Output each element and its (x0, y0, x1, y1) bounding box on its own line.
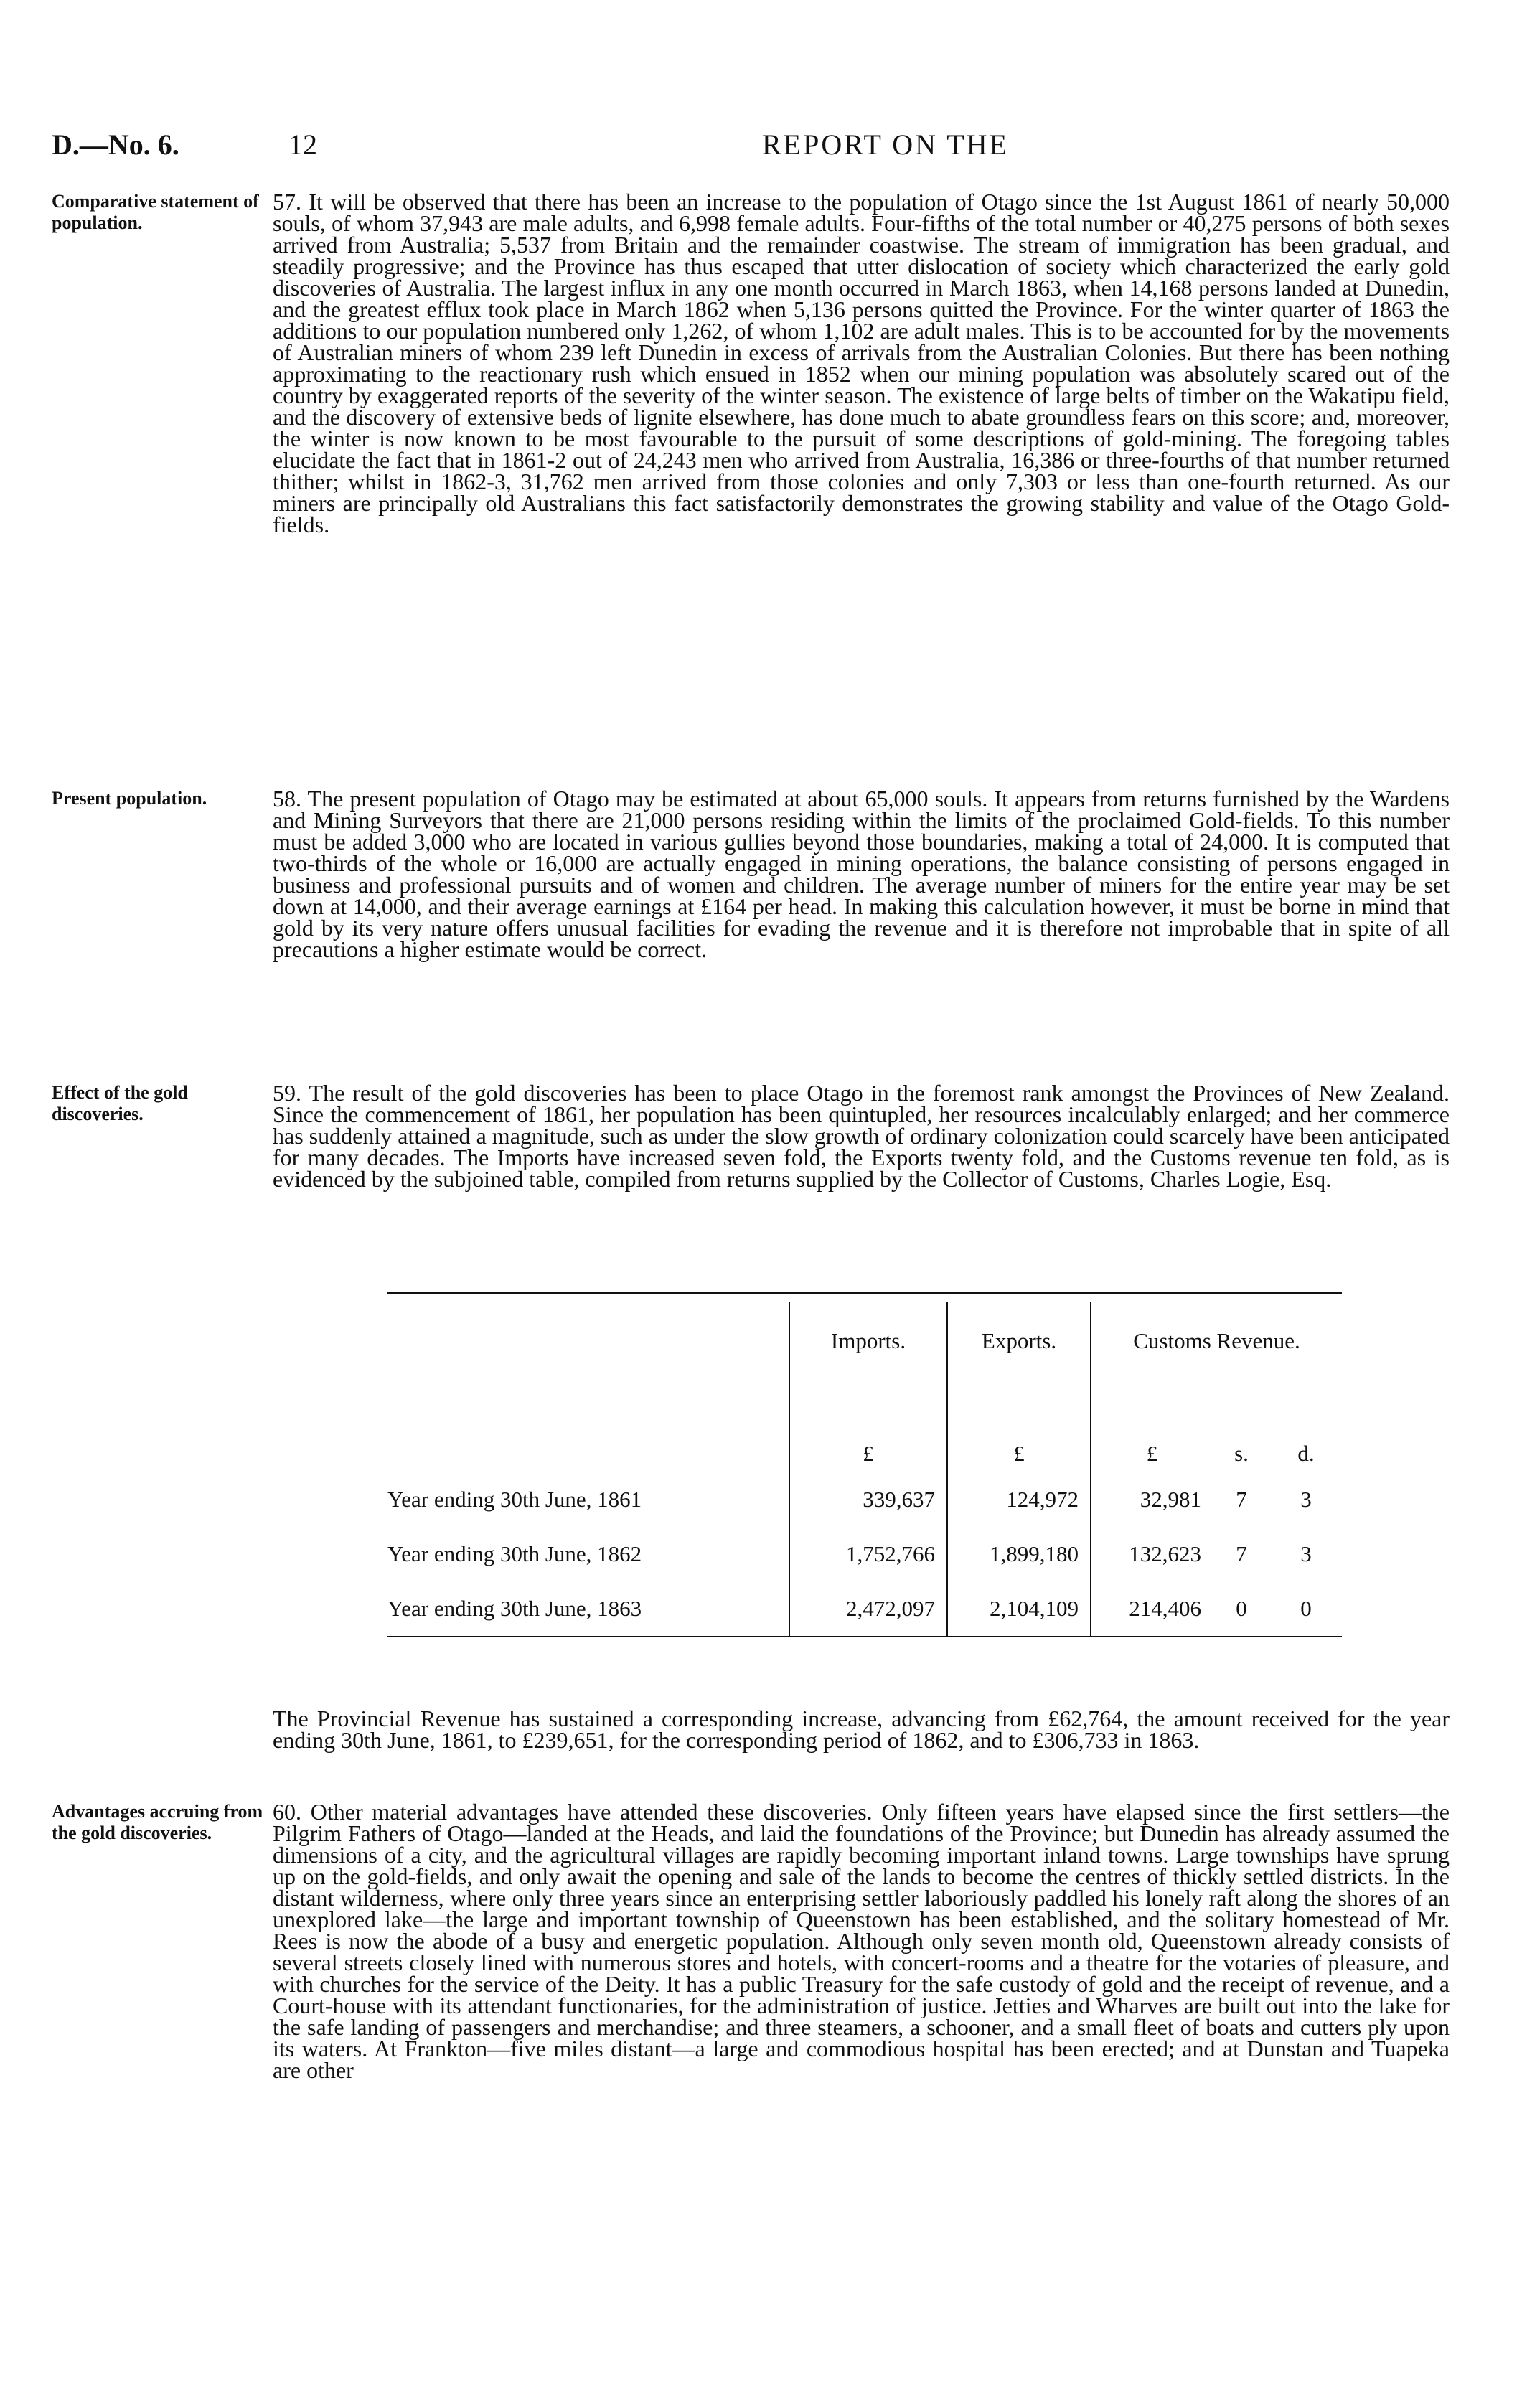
unit-customs-pence: d. (1297, 1441, 1315, 1466)
cell-imports: 339,637 (789, 1472, 947, 1527)
trade-revenue-table (387, 1292, 1342, 1640)
cell-customs-pence: 3 (1300, 1541, 1312, 1566)
page-number: 12 (288, 128, 317, 161)
paragraph-provincial-revenue: The Provincial Revenue has sustained a corresponding increase, advancing from £62,764, the amount received for the year ending 30th June, 1861, to £239,651, for the corresponding period of 1862, and to £306,733 in 1863. (273, 1706, 1450, 1753)
sidenote-comparative-population: Comparative statement of population. (52, 191, 259, 233)
row-label: Year ending 30th June, 1862 (387, 1541, 642, 1566)
unit-imports: £ (789, 1381, 947, 1472)
cell-exports: 2,104,109 (947, 1581, 1091, 1637)
sidenote-advantages-gold-discoveries: Advantages accruing from the gold discoveries. (52, 1801, 263, 1843)
running-title: REPORT ON THE (762, 128, 1010, 161)
header-exports: Exports. (947, 1302, 1091, 1381)
unit-exports: £ (947, 1381, 1091, 1472)
cell-imports: 2,472,097 (789, 1581, 947, 1637)
cell-exports: 1,899,180 (947, 1527, 1091, 1581)
cell-imports: 1,752,766 (789, 1527, 947, 1581)
cell-customs-pence: 3 (1300, 1487, 1312, 1512)
cell-customs-pence: 0 (1300, 1596, 1312, 1621)
cell-customs-pounds: 214,406 (1091, 1581, 1213, 1637)
table-row (387, 1527, 1342, 1581)
paragraph-59: 59. The result of the gold discoveries has been to place Otago in the foremost rank amongst the Provinces of New Zealand. Since the commencement of 1861, her population has been quintupled, her resources incalculably enlarged; and her commerce has suddenly attained a magnitude, such as under the slow growth of ordinary colonization could scarcely have been anticipated for many decades. The Imports have increased seven fold, the Exports twenty fold, and the Customs revenue ten fold, as is evidenced by the subjoined table, compiled from returns supplied by the Collector of Customs, Charles Logie, Esq. (273, 1080, 1450, 1192)
table-units-row (387, 1381, 1342, 1472)
cell-customs-pounds: 32,981 (1091, 1472, 1213, 1527)
paragraph-57: 57. It will be observed that there has been an increase to the population of Otago since the 1st August 1861 of nearly 50,000 souls, of whom 37,943 are male adults, and 6,998 female adults. Four-fifths of the total number or 40,275 persons of both sexes arrived from Australia; 5,537 from Britain and the remainder coastwise. The stream of immigration has been gradual, and steadily progressive; and the Province has thus escaped that utter dislocation of society which characterized the early gold discoveries of Australia. The largest influx in any one month occurred in March 1863, when 14,168 persons landed at Dunedin, and the greatest efflux took place in March 1862 when 5,136 persons quitted the Province. For the winter quarter of 1863 the additions to our population numbered only 1,262, of whom 1,102 are adult males. This is to be accounted for by the movements of Australian miners of whom 239 left Dunedin in excess of arrivals from the Australian Colonies. But there has been nothing approximating to the reactionary rush which ensued in 1852 when our mining population was absolutely scared out of the country by exaggerated reports of the severity of the winter season. The existence of large belts of timber on the Wakatipu field, and the discovery of extensive beds of lignite elsewhere, has done much to abate groundless fears on this score; and, moreover, the winter is now known to be most favourable to the pursuit of some descriptions of gold-mining. The foregoing tables elucidate the fact that in 1861-2 out of 24,243 men who arrived from Australia, 16,386 or three-fourths of that number returned thither; whilst in 1862-3, 31,762 men arrived from those colonies and only 7,303 or less than one-fourth returned. As our miners are principally old Australians this fact satisfactorily demonstrates the growing stability and value of the Otago Gold-fields. (273, 189, 1450, 537)
table-header-row (387, 1302, 1342, 1381)
unit-customs-pounds: £ (1091, 1381, 1213, 1472)
cell-customs-shillings: 0 (1236, 1596, 1247, 1621)
header-customs-revenue: Customs Revenue. (1091, 1302, 1342, 1381)
cell-customs-pounds: 132,623 (1091, 1527, 1213, 1581)
page-header (52, 128, 1458, 171)
sidenote-present-population: Present population. (52, 788, 207, 809)
table-row (387, 1472, 1342, 1527)
paragraph-60: 60. Other material advantages have attended these discoveries. Only fifteen years have elapsed since the first settlers—the Pilgrim Fathers of Otago—landed at the Heads, and laid the foundations of the Province; but Dunedin has already assumed the dimensions of a city, and the agricultural villages are rapidly becoming important inland towns. Large townships have sprung up on the gold-fields, and only await the opening and sale of the lands to become the centres of thickly settled districts. In the distant wilderness, where only three years since an enterprising settler laboriously paddled his lonely raft along the shores of an unexplored lake—the large and important township of Queenstown has been established, and the solitary homestead of Mr. Rees is now the abode of a busy and energetic population. Although only seven month old, Queenstown already consists of several streets closely lined with numerous stores and hotels, with concert-rooms and a theatre for the votaries of pleasure, and with churches for the service of the Deity. It has a public Treasury for the safe custody of gold and the receipt of revenue, and a Court-house with its attendant functionaries, for the administration of justice. Jetties and Wharves are built out into the lake for the safe landing of passengers and merchandise; and three steamers, a schooner, and a small fleet of boats and cutters ply upon its waters. At Frankton—five miles distant—a large and commodious hospital has been erected; and at Dunstan and Tuapeka are other (273, 1799, 1450, 2083)
table-row (387, 1581, 1342, 1637)
row-label: Year ending 30th June, 1861 (387, 1487, 642, 1512)
row-label: Year ending 30th June, 1863 (387, 1596, 642, 1621)
cell-exports: 124,972 (947, 1472, 1091, 1527)
sidenote-effect-gold-discoveries: Effect of the gold discoveries. (52, 1082, 188, 1124)
unit-customs-shillings: s. (1234, 1441, 1249, 1466)
paragraph-58: 58. The present population of Otago may be estimated at about 65,000 souls. It appears from returns furnished by the Wardens and Mining Surveyors that there are 21,000 persons residing within the limits of the proclaimed Gold-fields. To this number must be added 3,000 who are located in various gullies beyond those boundaries, making a total of 24,000. It is computed that two-thirds of the whole or 16,000 are actually engaged in mining operations, the balance consisting of persons engaged in business and professional pursuits and of women and children. The average number of miners for the entire year may be set down at 14,000, and their average earnings at £164 per head. In making this calculation however, it must be borne in mind that gold by its very nature offers unusual facilities for evading the revenue and it is therefore not improbable that in spite of all precautions a higher estimate would be correct. (273, 786, 1450, 962)
cell-customs-shillings: 7 (1236, 1487, 1247, 1512)
header-imports: Imports. (789, 1302, 947, 1381)
cell-customs-shillings: 7 (1236, 1541, 1247, 1566)
document-id: D.—No. 6. (52, 128, 179, 161)
